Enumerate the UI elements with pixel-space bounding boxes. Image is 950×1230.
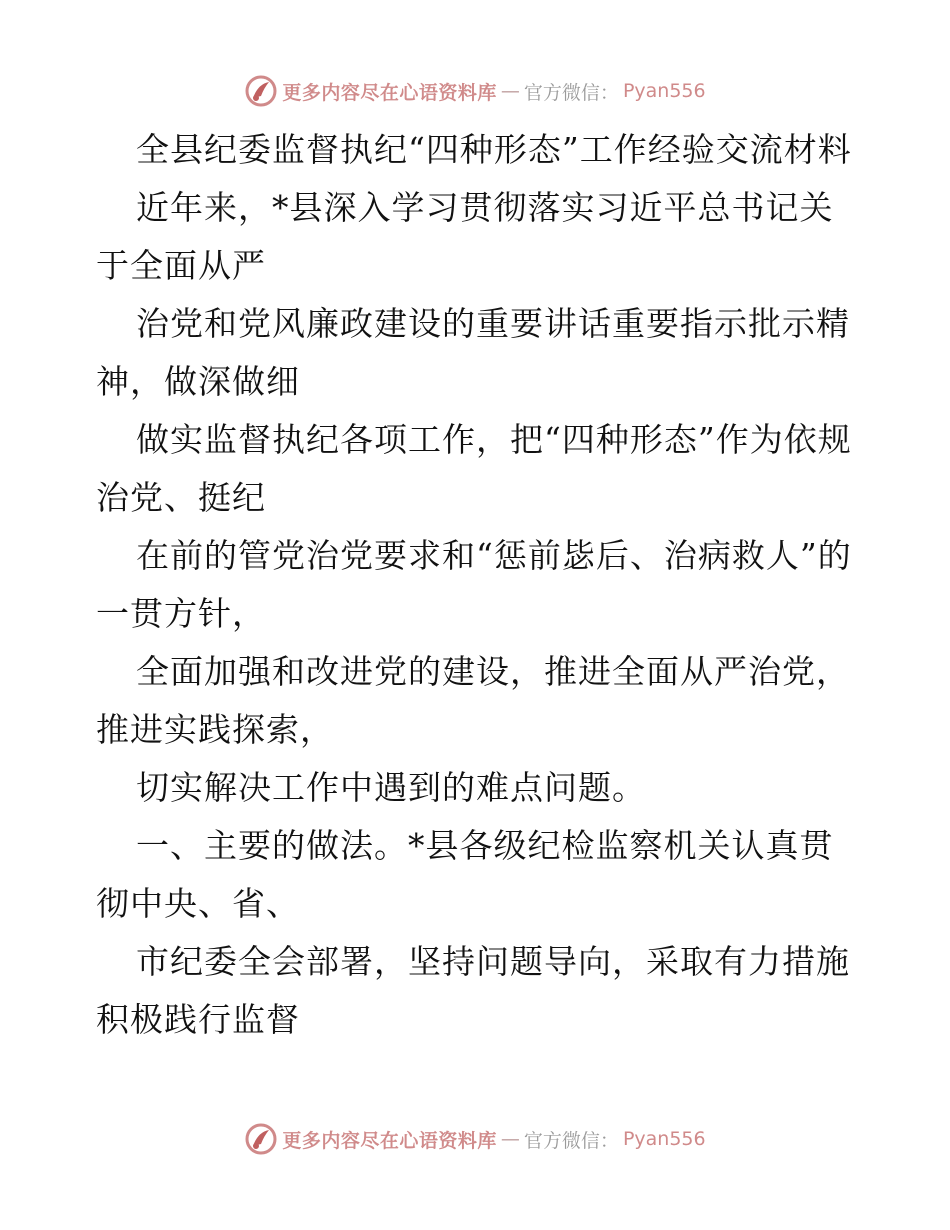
watermark-label: 官方微信： [523,81,619,104]
watermark-dash: — [500,80,520,102]
watermark-id: Pyan556 [622,1128,706,1150]
section-heading-paragraph: 一、主要的做法。*县各级纪检监察机关认真贯彻中央、省、 [96,826,834,923]
paragraph: 近年来，*县深入学习贯彻落实习近平总书记关于全面从严 [96,188,834,285]
brush-seal-icon [244,1122,278,1156]
document-title: 全县纪委监督执纪“四种形态”工作经验交流材料 [136,130,852,169]
header-watermark [0,71,950,111]
paragraph: 全面加强和改进党的建设，推进全面从严治党，推进实践探索， [96,652,850,749]
paragraph: 市纪委全会部署，坚持问题导向，采取有力措施积极践行监督 [96,942,850,1039]
paragraph: 治党和党风廉政建设的重要讲话重要指示批示精神，做深做细 [96,304,850,401]
watermark-dash: — [500,1128,520,1150]
paragraph: 切实解决工作中遇到的难点问题。 [136,768,646,807]
paragraph: 做实监督执纪各项工作，把“四种形态”作为依规治党、挺纪 [96,420,852,517]
watermark-id: Pyan556 [622,80,706,102]
footer-watermark [0,1119,950,1159]
brush-seal-icon [244,74,278,108]
paragraph: 在前的管党治党要求和“惩前毖后、治病救人”的一贯方针， [96,536,852,633]
watermark-brand: 更多内容尽在心语资料库 [282,81,497,104]
watermark-brand: 更多内容尽在心语资料库 [282,1129,497,1152]
document-body [96,121,856,1049]
watermark-label: 官方微信： [523,1129,619,1152]
